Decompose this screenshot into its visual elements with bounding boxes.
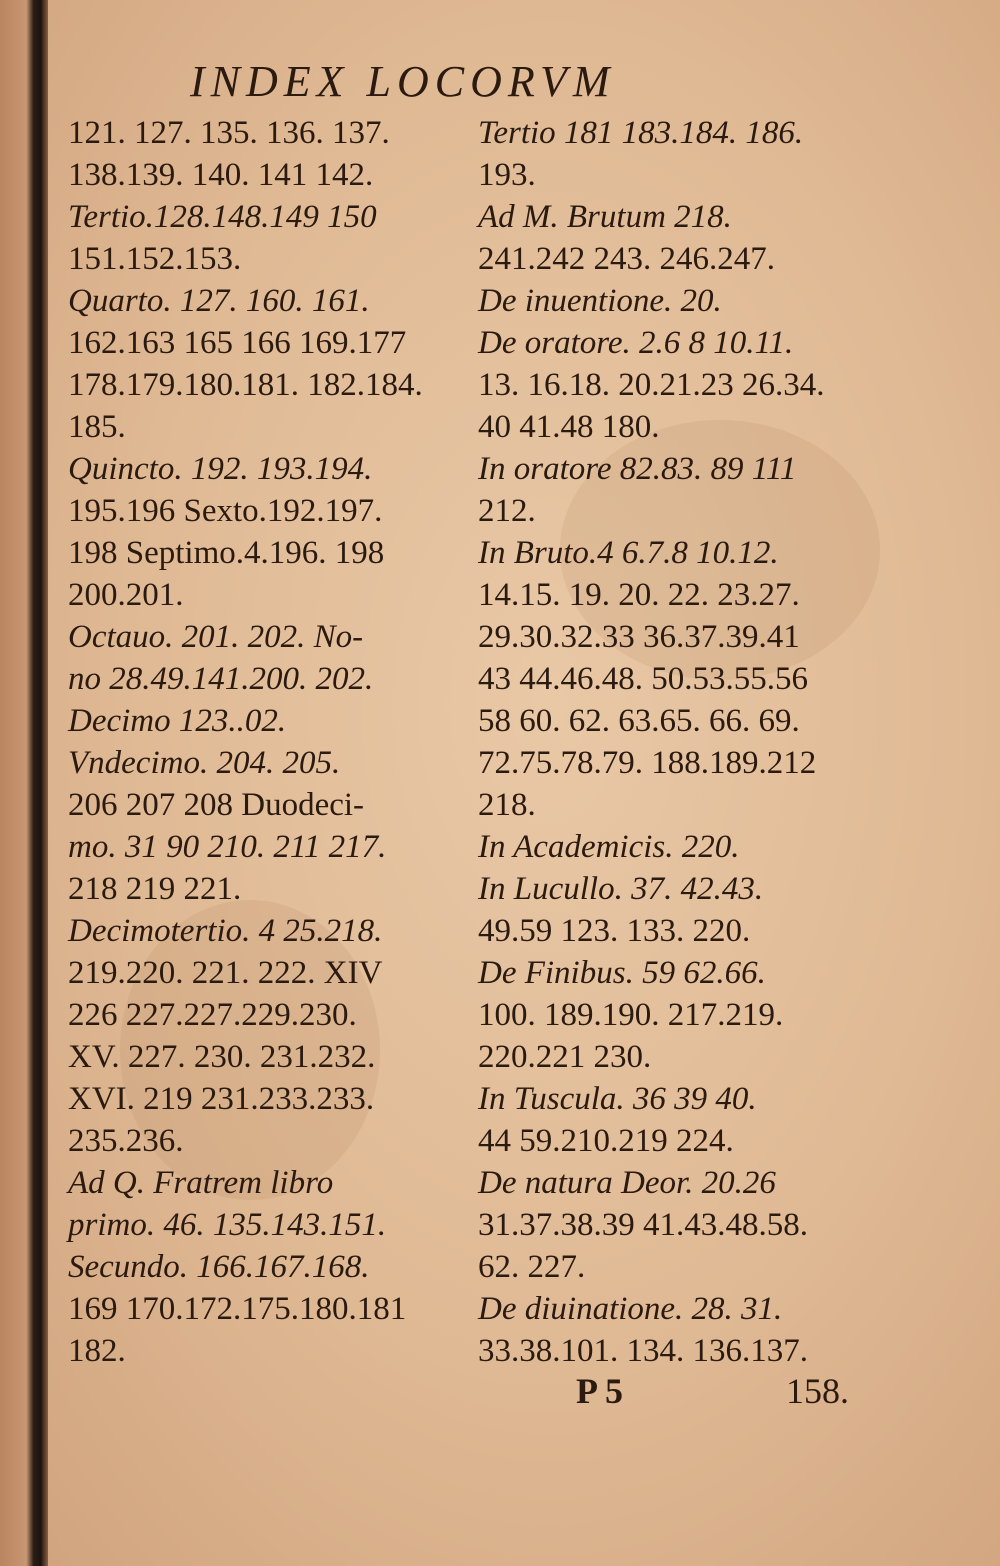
index-line: 169 170.172.175.180.181 — [68, 1291, 407, 1327]
index-line: Ad Q. Fratrem libro — [68, 1165, 334, 1201]
index-line: 100. 189.190. 217.219. — [478, 997, 784, 1033]
index-line: 182. — [68, 1333, 126, 1369]
index-line: 31.37.38.39 41.43.48.58. — [478, 1207, 808, 1243]
index-line: 218. — [478, 787, 536, 823]
index-line: Quarto. 127. 160. 161. — [68, 283, 370, 319]
index-line: 162.163 165 166 169.177 — [68, 325, 407, 361]
index-line: 40 41.48 180. — [478, 409, 660, 445]
index-line: Tertio 181 183.184. 186. — [478, 115, 804, 151]
catchword: 158. — [786, 1371, 849, 1411]
index-line: XV. 227. 230. 231.232. — [68, 1039, 376, 1075]
index-line: De Finibus. 59 62.66. — [478, 955, 766, 991]
index-line: Octauo. 201. 202. No- — [68, 619, 364, 655]
index-line: 14.15. 19. 20. 22. 23.27. — [478, 577, 800, 613]
index-line: Decimo 123..02. — [68, 703, 287, 739]
index-line: 218 219 221. — [68, 871, 242, 907]
index-line: no 28.49.141.200. 202. — [68, 661, 374, 697]
index-line: In Bruto.4 6.7.8 10.12. — [478, 535, 779, 571]
index-line: 33.38.101. 134. 136.137. — [478, 1333, 808, 1369]
index-line: 44 59.210.219 224. — [478, 1123, 734, 1159]
index-line: Secundo. 166.167.168. — [68, 1249, 370, 1285]
index-line: 212. — [478, 493, 536, 529]
index-line: 151.152.153. — [68, 241, 242, 277]
index-line: 138.139. 140. 141 142. — [68, 157, 374, 193]
index-line: 49.59 123. 133. 220. — [478, 913, 751, 949]
index-line: De diuinatione. 28. 31. — [478, 1291, 783, 1327]
index-line: 72.75.78.79. 188.189.212 — [478, 745, 817, 781]
index-line: 29.30.32.33 36.37.39.41 — [478, 619, 800, 655]
index-line: 219.220. 221. 222. XIV — [68, 955, 383, 991]
index-line: 58 60. 62. 63.65. 66. 69. — [478, 703, 800, 739]
index-line: De oratore. 2.6 8 10.11. — [478, 325, 794, 361]
index-line: In oratore 82.83. 89 111 — [478, 451, 797, 487]
page-title: INDEX LOCORVM — [190, 57, 616, 106]
index-line: mo. 31 90 210. 211 217. — [68, 829, 387, 865]
index-line: Quincto. 192. 193.194. — [68, 451, 373, 487]
index-line: XVI. 219 231.233.233. — [68, 1081, 375, 1117]
page-footer — [576, 1370, 856, 1412]
book-gutter — [0, 0, 48, 1566]
signature-mark: P 5 — [576, 1371, 624, 1411]
index-line: 235.236. — [68, 1123, 184, 1159]
index-line: primo. 46. 135.143.151. — [68, 1207, 387, 1243]
index-line: 185. — [68, 409, 126, 445]
index-line: In Tuscula. 36 39 40. — [478, 1081, 757, 1117]
index-line: Decimotertio. 4 25.218. — [68, 913, 383, 949]
index-line: 193. — [478, 157, 536, 193]
index-line: De inuentione. 20. — [478, 283, 722, 319]
index-line: 121. 127. 135. 136. 137. — [68, 115, 390, 151]
index-line: 178.179.180.181. 182.184. — [68, 367, 423, 403]
index-line: 195.196 Sexto.192.197. — [68, 493, 383, 529]
index-line: 226 227.227.229.230. — [68, 997, 357, 1033]
index-line: De natura Deor. 20.26 — [478, 1165, 776, 1201]
index-line: In Lucullo. 37. 42.43. — [478, 871, 764, 907]
index-line: 13. 16.18. 20.21.23 26.34. — [478, 367, 825, 403]
index-line: 200.201. — [68, 577, 184, 613]
index-line: 206 207 208 Duodeci- — [68, 787, 365, 823]
index-line: 220.221 230. — [478, 1039, 652, 1075]
index-line: In Academicis. 220. — [478, 829, 740, 865]
index-line: Ad M. Brutum 218. — [478, 199, 732, 235]
index-line: 198 Septimo.4.196. 198 — [68, 535, 385, 571]
index-line: 43 44.46.48. 50.53.55.56 — [478, 661, 808, 697]
index-line: 241.242 243. 246.247. — [478, 241, 775, 277]
index-line: 62. 227. — [478, 1249, 586, 1285]
index-line: Vndecimo. 204. 205. — [68, 745, 341, 781]
left-index-column — [68, 112, 453, 1372]
index-line: Tertio.128.148.149 150 — [68, 199, 377, 235]
right-index-column — [478, 112, 873, 1372]
